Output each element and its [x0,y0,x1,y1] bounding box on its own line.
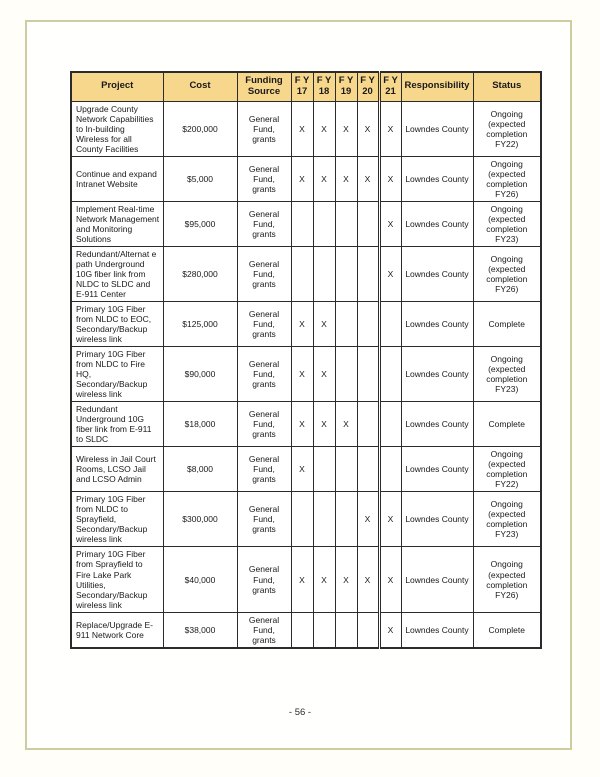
cell-cost: $40,000 [163,547,237,612]
cell-responsibility: Lowndes County [401,402,473,447]
table-row [71,156,541,201]
cell-responsibility: Lowndes County [401,347,473,402]
cell-project: Redundant/Alternat e path Underground 10G fiber link from NLDC to SLDC and E-911 Center [71,247,163,302]
cell-funding: General Fund, grants [237,447,291,492]
cell-fy19 [335,201,357,246]
cell-fy18: X [313,156,335,201]
cell-project: Redundant Underground 10G fiber link from E-911 to SLDC [71,402,163,447]
cell-responsibility: Lowndes County [401,156,473,201]
table-row [71,101,541,156]
cell-responsibility: Lowndes County [401,101,473,156]
cell-funding: General Fund, grants [237,101,291,156]
cell-project: Replace/Upgrade E-911 Network Core [71,612,163,648]
column-header-fy20: F Y 20 [357,72,379,101]
cell-project: Implement Real-time Network Management and Monitoring Solutions [71,201,163,246]
cell-fy18 [313,447,335,492]
cell-funding: General Fund, grants [237,347,291,402]
cell-cost: $90,000 [163,347,237,402]
table-body [71,101,541,647]
cell-fy21 [379,302,401,347]
cell-fy18 [313,247,335,302]
projects-funding-table [70,71,542,649]
table-row [71,247,541,302]
cell-status: Ongoing (expected completion FY23) [473,201,541,246]
cell-fy19: X [335,402,357,447]
cell-project: Upgrade County Network Capabilities to In-building Wireless for all County Facilities [71,101,163,156]
cell-fy20: X [357,547,379,612]
cell-responsibility: Lowndes County [401,302,473,347]
cell-responsibility: Lowndes County [401,247,473,302]
cell-fy17: X [291,347,313,402]
cell-funding: General Fund, grants [237,201,291,246]
cell-funding: General Fund, grants [237,547,291,612]
cell-fy20 [357,612,379,648]
cell-fy17: X [291,547,313,612]
cell-project: Continue and expand Intranet Website [71,156,163,201]
cell-funding: General Fund, grants [237,302,291,347]
table-header-row [71,72,541,101]
table-row [71,492,541,547]
column-header-fy18: F Y 18 [313,72,335,101]
cell-fy21: X [379,492,401,547]
cell-funding: General Fund, grants [237,612,291,648]
cell-status: Complete [473,612,541,648]
cell-fy17 [291,247,313,302]
cell-fy21: X [379,156,401,201]
cell-fy19: X [335,101,357,156]
cell-fy21 [379,447,401,492]
cell-fy20: X [357,492,379,547]
cell-cost: $300,000 [163,492,237,547]
cell-fy19 [335,492,357,547]
cell-fy20 [357,347,379,402]
column-header-cost: Cost [163,72,237,101]
cell-status: Ongoing (expected completion FY22) [473,447,541,492]
cell-fy17: X [291,402,313,447]
cell-funding: General Fund, grants [237,156,291,201]
cell-fy17: X [291,447,313,492]
cell-project: Primary 10G Fiber from Sprayfield to Fire Lake Park Utilities, Secondary/Backup wireless link [71,547,163,612]
cell-fy19 [335,247,357,302]
cell-fy21 [379,402,401,447]
cell-status: Ongoing (expected completion FY26) [473,247,541,302]
cell-fy18: X [313,302,335,347]
cell-fy20 [357,201,379,246]
cell-fy18: X [313,101,335,156]
cell-status: Ongoing (expected completion FY26) [473,547,541,612]
cell-status: Ongoing (expected completion FY23) [473,347,541,402]
cell-fy17 [291,492,313,547]
cell-fy19: X [335,547,357,612]
cell-fy20 [357,402,379,447]
cell-responsibility: Lowndes County [401,547,473,612]
cell-fy18: X [313,402,335,447]
cell-fy18 [313,612,335,648]
cell-fy20 [357,247,379,302]
cell-fy21: X [379,547,401,612]
cell-cost: $95,000 [163,201,237,246]
cell-fy18: X [313,347,335,402]
cell-project: Primary 10G Fiber from NLDC to Fire HQ, Secondary/Backup wireless link [71,347,163,402]
cell-funding: General Fund, grants [237,402,291,447]
table-row [71,402,541,447]
cell-cost: $8,000 [163,447,237,492]
cell-status: Ongoing (expected completion FY23) [473,492,541,547]
cell-responsibility: Lowndes County [401,492,473,547]
column-header-project: Project [71,72,163,101]
cell-fy19 [335,612,357,648]
cell-responsibility: Lowndes County [401,612,473,648]
column-header-funding: Funding Source [237,72,291,101]
cell-fy18: X [313,547,335,612]
cell-project: Wireless in Jail Court Rooms, LCSO Jail and LCSO Admin [71,447,163,492]
cell-fy21: X [379,201,401,246]
cell-fy21: X [379,612,401,648]
cell-status: Complete [473,302,541,347]
cell-status: Ongoing (expected completion FY26) [473,156,541,201]
cell-fy18 [313,492,335,547]
page-number: - 56 - [288,707,312,718]
column-header-responsibility: Responsibility [401,72,473,101]
cell-cost: $5,000 [163,156,237,201]
cell-cost: $38,000 [163,612,237,648]
table-row [71,547,541,612]
cell-funding: General Fund, grants [237,492,291,547]
table-row [71,302,541,347]
cell-status: Complete [473,402,541,447]
cell-cost: $280,000 [163,247,237,302]
cell-responsibility: Lowndes County [401,201,473,246]
table-row [71,201,541,246]
cell-status: Ongoing (expected completion FY22) [473,101,541,156]
cell-funding: General Fund, grants [237,247,291,302]
cell-fy19 [335,302,357,347]
cell-project: Primary 10G Fiber from NLDC to Sprayfield, Secondary/Backup wireless link [71,492,163,547]
cell-cost: $18,000 [163,402,237,447]
column-header-fy21: F Y 21 [379,72,401,101]
cell-fy20 [357,447,379,492]
cell-fy17 [291,201,313,246]
cell-fy17: X [291,156,313,201]
table-row [71,612,541,648]
cell-fy17: X [291,101,313,156]
cell-cost: $200,000 [163,101,237,156]
table-row [71,447,541,492]
cell-fy18 [313,201,335,246]
cell-fy20: X [357,101,379,156]
cell-fy21 [379,347,401,402]
column-header-fy17: F Y 17 [291,72,313,101]
cell-fy21: X [379,101,401,156]
cell-fy19 [335,447,357,492]
column-header-status: Status [473,72,541,101]
cell-fy21: X [379,247,401,302]
column-header-fy19: F Y 19 [335,72,357,101]
cell-fy17: X [291,302,313,347]
cell-cost: $125,000 [163,302,237,347]
cell-fy17 [291,612,313,648]
cell-fy20 [357,302,379,347]
table-row [71,347,541,402]
cell-responsibility: Lowndes County [401,447,473,492]
cell-fy19 [335,347,357,402]
cell-project: Primary 10G Fiber from NLDC to EOC, Secondary/Backup wireless link [71,302,163,347]
cell-fy20: X [357,156,379,201]
cell-fy19: X [335,156,357,201]
